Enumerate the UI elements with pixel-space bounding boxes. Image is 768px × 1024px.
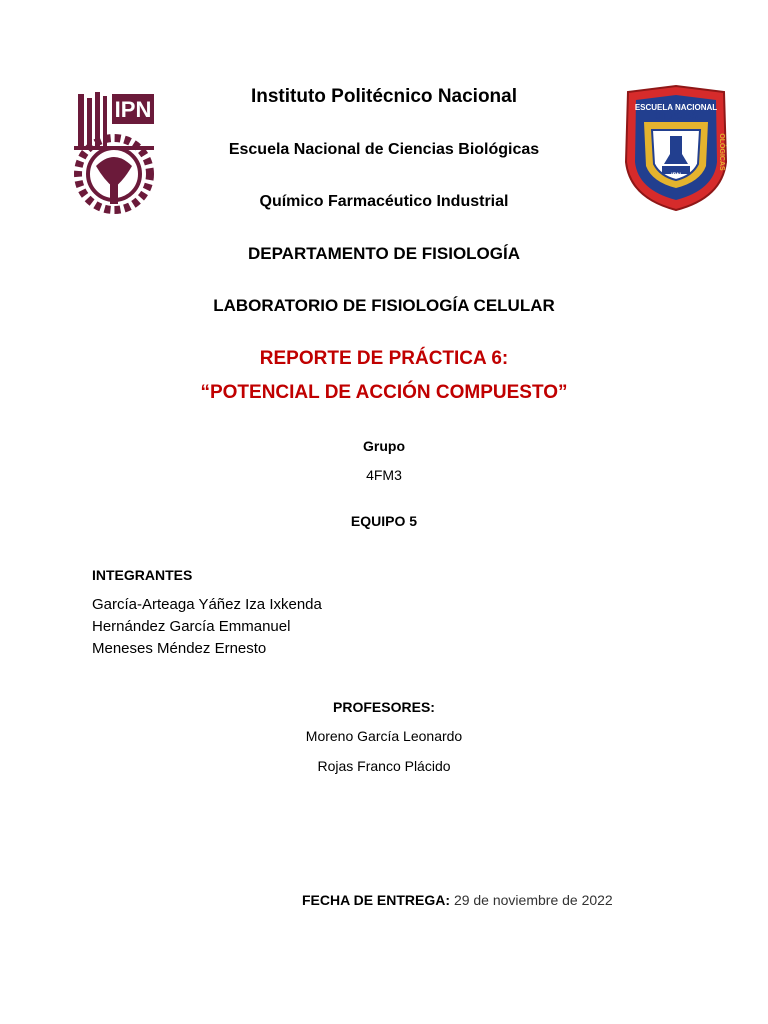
- delivery-label: FECHA DE ENTREGA:: [302, 892, 451, 908]
- professor-name: Moreno García Leonardo: [305, 728, 463, 744]
- svg-text:OLÓGICAS: OLÓGICAS: [718, 133, 725, 171]
- members-label: INTEGRANTES: [92, 567, 193, 583]
- svg-text:CIENCIAS: CIENCIAS: [654, 111, 698, 121]
- school-name: Escuela Nacional de Ciencias Biológicas: [228, 141, 540, 158]
- member-name: Hernández García Emmanuel: [92, 618, 291, 635]
- report-title: REPORTE DE PRÁCTICA 6:: [259, 348, 509, 369]
- laboratory-name: LABORATORIO DE FISIOLOGÍA CELULAR: [213, 296, 555, 315]
- group-label: Grupo: [363, 438, 405, 454]
- member-name: Meneses Méndez Ernesto: [92, 640, 267, 657]
- group-value: 4FM3: [366, 467, 402, 483]
- svg-text:IPN: IPN: [114, 97, 152, 122]
- svg-text:ESCUELA NACIONAL: ESCUELA NACIONAL: [634, 103, 718, 112]
- program-name: Químico Farmacéutico Industrial: [259, 193, 509, 210]
- professors-label: PROFESORES:: [333, 699, 435, 715]
- institution-name: Instituto Politécnico Nacional: [250, 86, 518, 107]
- professor-name: Rojas Franco Plácido: [317, 758, 451, 774]
- report-subtitle: “POTENCIAL DE ACCIÓN COMPUESTO”: [200, 382, 568, 403]
- department-name: DEPARTAMENTO DE FISIOLOGÍA: [247, 244, 520, 263]
- team-label: EQUIPO 5: [350, 513, 418, 529]
- delivery-date-line: [302, 892, 613, 908]
- delivery-date: 29 de noviembre de 2022: [453, 892, 613, 908]
- member-name: García-Arteaga Yáñez Iza Ixkenda: [92, 596, 322, 613]
- svg-text:IPN: IPN: [670, 173, 682, 179]
